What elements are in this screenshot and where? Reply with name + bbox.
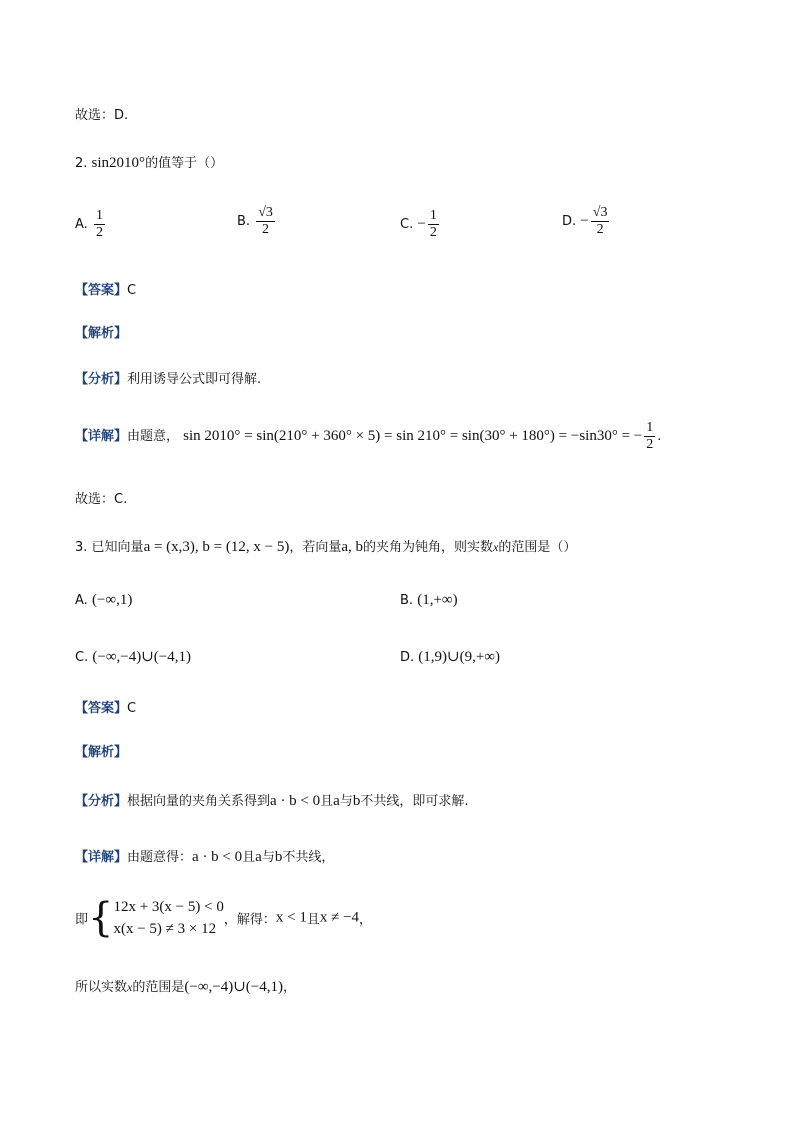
fenxi-text: 与 <box>339 794 353 809</box>
fenxi-text: 且 <box>320 794 334 809</box>
variable-x: x <box>493 540 499 554</box>
minus-sign: − <box>580 213 589 230</box>
option-label: D. <box>400 650 415 665</box>
q2-number: 2. <box>75 156 88 171</box>
option-label: C. <box>75 650 89 665</box>
fraction-denominator: 2 <box>596 222 604 238</box>
option-value: (−∞,1) <box>91 592 133 608</box>
q3-option-a[interactable] <box>75 592 132 609</box>
option-label: A. <box>75 593 88 608</box>
option-label: B. <box>400 593 414 608</box>
q2-option-d[interactable] <box>562 205 611 238</box>
system-mid-text: ，解得： <box>223 912 276 928</box>
fraction-denominator: 2 <box>262 222 270 238</box>
option-value: (−∞,−4)∪(−4,1) <box>92 649 191 665</box>
fraction <box>256 205 275 238</box>
fenxi-text: 根据向量的夹角关系得到 <box>127 794 271 809</box>
q2-fenxi <box>75 368 261 387</box>
fraction-numerator: 1 <box>428 208 439 225</box>
detail-equation: sin 2010° = sin(210° + 360° × 5) = sin 210° = sin(30° + 180°) = −sin30° = − <box>183 428 643 445</box>
vector-definition: a = (x,3), b = (12, x − 5) <box>143 539 290 555</box>
q3-option-b[interactable] <box>400 592 458 609</box>
q3-detail <box>75 846 334 866</box>
fraction-denominator: 2 <box>429 225 437 241</box>
detail-tag: 【详解】 <box>75 429 128 445</box>
q2-option-b[interactable] <box>237 205 277 238</box>
fraction-denominator: 2 <box>95 225 103 241</box>
detail-text: 与 <box>261 850 275 865</box>
vector-pair: a, b <box>341 539 364 555</box>
final-end: ， <box>282 980 296 995</box>
q2-conclusion: 故选：C. <box>75 492 128 507</box>
q2-stem <box>75 152 223 172</box>
q3-stem-text: 的夹角为钝角，则实数 <box>363 540 494 555</box>
vector-a: a <box>255 849 262 865</box>
answer-value: C <box>127 701 137 716</box>
detail-text: 且 <box>242 850 256 865</box>
left-brace-icon: { <box>88 895 114 941</box>
solution-1: x < 1 <box>275 909 307 926</box>
q2-stem-text: 的值等于（） <box>145 156 224 171</box>
q3-option-d[interactable] <box>400 647 500 666</box>
answer-tag: 【答案】 <box>75 701 128 716</box>
vector-a: a <box>333 793 340 809</box>
q3-stem-text: 的范围是（） <box>498 540 577 555</box>
detail-tag: 【详解】 <box>75 850 128 865</box>
fraction-denominator: 2 <box>646 437 654 453</box>
option-label: B. <box>237 214 251 230</box>
q3-system <box>75 896 372 940</box>
q2-expression: sin2010° <box>91 155 146 171</box>
fenxi-text: 利用诱导公式即可得解. <box>127 372 262 387</box>
option-label: D. <box>562 214 577 230</box>
q2-option-a[interactable] <box>75 208 107 241</box>
detail-end: . <box>657 429 662 445</box>
vector-b: b <box>352 793 361 809</box>
system-prefix: 即 <box>75 912 89 928</box>
fenxi-tag: 【分析】 <box>75 372 128 387</box>
q3-answer <box>75 697 136 716</box>
fenxi-text: 不共线，即可求解. <box>360 794 469 809</box>
dot-product-condition: a · b < 0 <box>270 793 321 809</box>
q3-final <box>75 976 296 996</box>
solution-2: x ≠ −4 <box>319 909 360 926</box>
answer-value: C <box>127 283 137 298</box>
option-label: C. <box>400 217 414 233</box>
dot-product-condition: a · b < 0 <box>192 849 243 865</box>
option-value: (1,+∞) <box>417 592 458 608</box>
detail-prefix: 由题意， <box>127 429 180 445</box>
q3-stem-text: ，若向量 <box>289 540 342 555</box>
final-text: 所以实数 <box>75 980 128 995</box>
system-line-1: 12x + 3(x − 5) < 0 <box>113 899 224 915</box>
q3-number: 3. <box>75 540 88 555</box>
fraction-numerator: 1 <box>94 208 105 225</box>
detail-text: 不共线， <box>282 850 335 865</box>
fraction-numerator: 1 <box>644 420 655 437</box>
q3-stem-text: 已知向量 <box>91 540 144 555</box>
detail-text: 由题意得： <box>127 850 193 865</box>
system-line-2: x(x − 5) ≠ 3 × 12 <box>113 921 217 937</box>
q3-option-c[interactable] <box>75 647 191 666</box>
vector-b: b <box>274 849 283 865</box>
q2-analysis-heading: 【解析】 <box>75 326 128 341</box>
q3-stem <box>75 536 576 556</box>
system-end: ， <box>359 912 373 928</box>
solution-joiner: 且 <box>306 912 320 928</box>
q3-analysis-heading: 【解析】 <box>75 745 128 760</box>
q2-option-c[interactable] <box>400 208 441 241</box>
fraction <box>644 420 655 453</box>
q2-detail <box>75 420 661 453</box>
inequality-system <box>113 896 223 940</box>
fraction <box>94 208 105 241</box>
fraction <box>428 208 439 241</box>
prev-conclusion: 故选：D. <box>75 108 129 123</box>
option-label: A. <box>75 217 88 233</box>
fenxi-tag: 【分析】 <box>75 794 128 809</box>
final-range: (−∞,−4)∪(−4,1) <box>184 979 283 995</box>
fraction <box>591 205 610 238</box>
fraction-numerator: √3 <box>591 205 610 222</box>
fraction-numerator: √3 <box>256 205 275 222</box>
option-value: (1,9)∪(9,+∞) <box>418 649 500 665</box>
q2-answer <box>75 279 136 298</box>
answer-tag: 【答案】 <box>75 283 128 298</box>
q3-fenxi <box>75 790 469 810</box>
final-text: 的范围是 <box>132 980 185 995</box>
variable-x: x <box>127 980 133 994</box>
minus-sign: − <box>417 216 426 233</box>
